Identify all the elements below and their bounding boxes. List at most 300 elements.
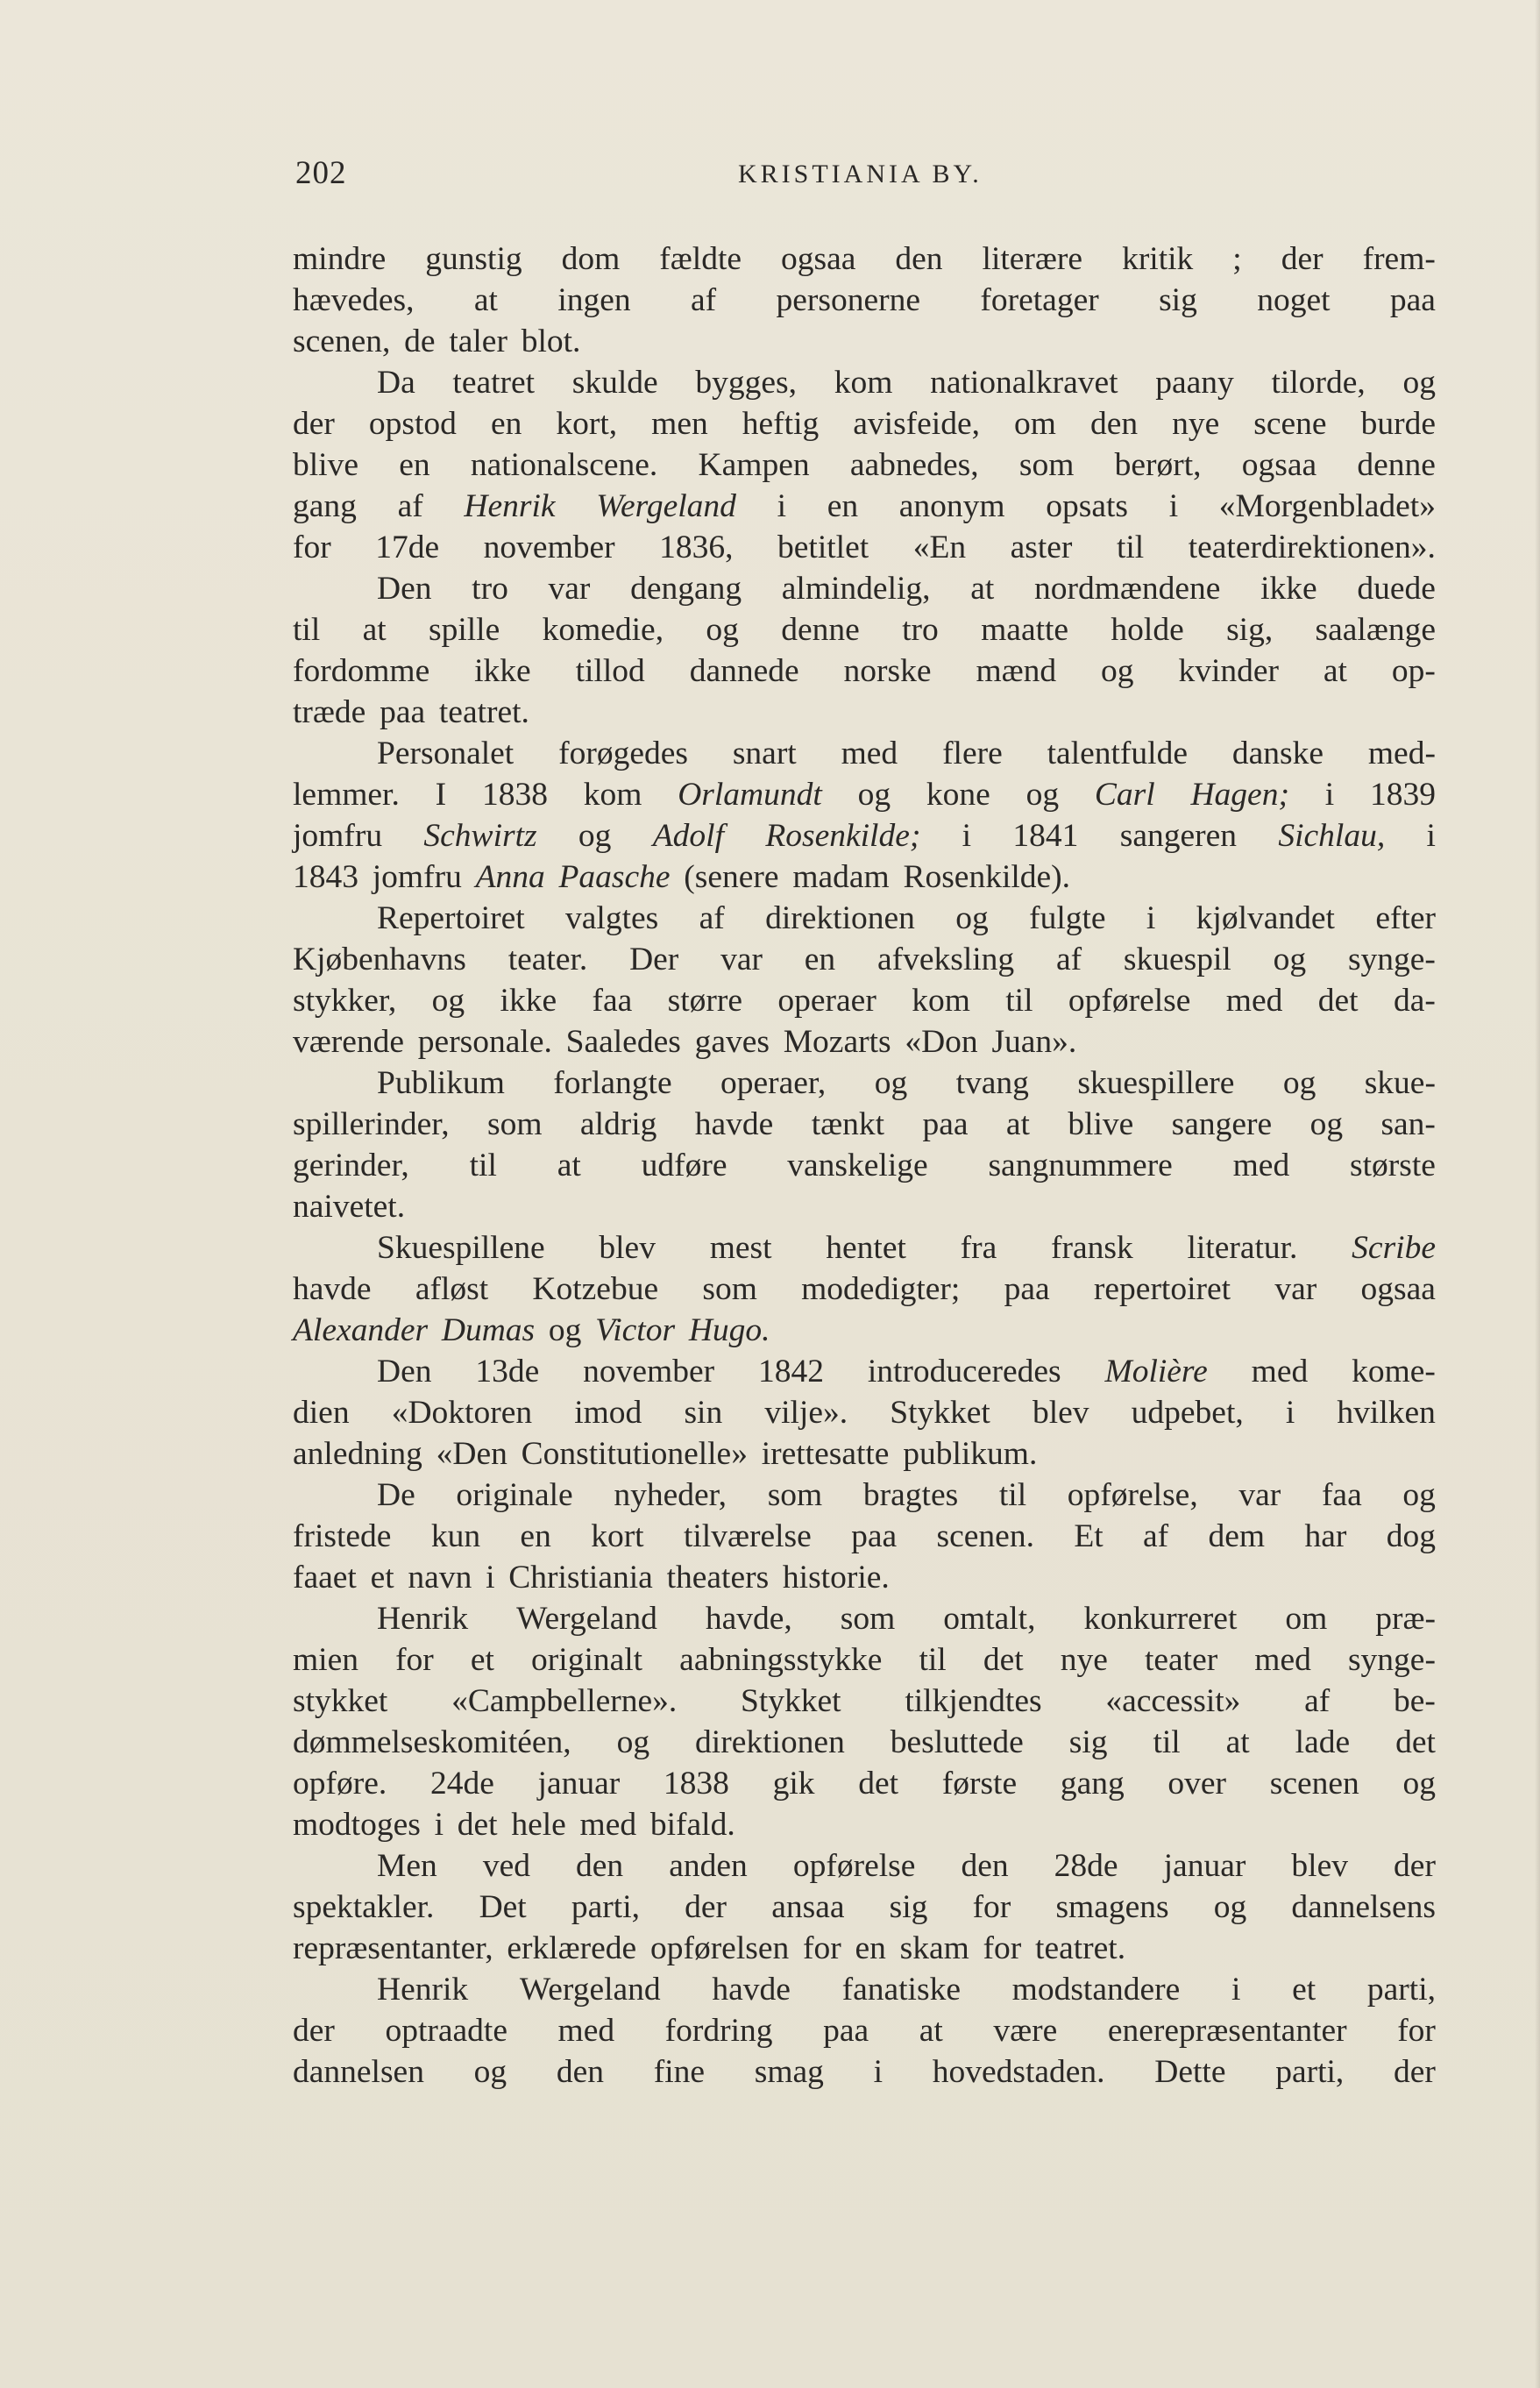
word: blive: [293, 447, 358, 483]
word: det: [1395, 1724, 1436, 1760]
word: 1838: [481, 777, 548, 813]
word: parti,: [571, 1889, 640, 1925]
word: operaer,: [720, 1065, 827, 1101]
word: anonym: [898, 488, 1005, 524]
word: smag: [754, 2054, 824, 2090]
word: af: [1304, 1683, 1331, 1719]
word: dengang: [630, 571, 742, 607]
word: havde: [694, 1106, 774, 1142]
word: til: [1116, 529, 1145, 565]
word: Dumas: [441, 1312, 536, 1348]
text-line: [293, 1063, 1436, 1104]
word: skuespil: [1123, 942, 1231, 977]
word: opførelse: [1068, 983, 1191, 1019]
text-line: [293, 1021, 1436, 1063]
word: nordmændene: [1033, 571, 1221, 607]
word: dog: [1386, 1518, 1436, 1554]
text-line: [293, 280, 1436, 321]
word: Adolf: [652, 818, 724, 854]
word: med-: [1367, 736, 1436, 771]
word: der: [1281, 241, 1324, 277]
word: teatret.: [1035, 1930, 1126, 1966]
word: hævedes,: [293, 282, 415, 318]
word: januar: [1163, 1848, 1246, 1884]
word: sangeren: [1119, 818, 1238, 854]
word: opførelsen: [649, 1930, 790, 1966]
word: paa: [1004, 1271, 1050, 1307]
word: blive: [1068, 1106, 1134, 1142]
word: 28de: [1054, 1848, 1118, 1884]
word: at: [557, 1148, 581, 1183]
text-line: [293, 1351, 1436, 1392]
word: Rosenkilde).: [903, 859, 1071, 895]
word: Saaledes: [565, 1024, 681, 1060]
word: Carl: [1094, 777, 1155, 813]
word: og: [1213, 1889, 1247, 1925]
text-line: [293, 1969, 1436, 2010]
word: i: [1426, 818, 1436, 854]
word: mest: [709, 1230, 772, 1266]
word: den: [576, 1848, 624, 1884]
text-line: [293, 362, 1436, 403]
word: kom: [583, 777, 642, 813]
word: fordomme: [293, 653, 430, 689]
word: nye: [1172, 406, 1220, 442]
word: mænd: [976, 653, 1057, 689]
word: første: [941, 1766, 1018, 1802]
word: fine: [653, 2054, 706, 2090]
word: komedie,: [542, 612, 664, 648]
word: 1843: [293, 859, 358, 895]
word: fældte: [659, 241, 742, 277]
word: de: [404, 323, 436, 359]
word: Da: [377, 365, 415, 401]
text-line: [293, 1392, 1436, 1433]
word: Wergeland: [519, 1972, 661, 2008]
word: i: [873, 2054, 884, 2090]
word: 13de: [475, 1354, 540, 1389]
word: et: [470, 1642, 494, 1678]
word: Personalet: [377, 736, 515, 771]
word: det: [858, 1766, 899, 1802]
word: for: [802, 1930, 841, 1966]
word: noget: [1257, 282, 1331, 318]
word: og: [706, 612, 739, 648]
word: for: [395, 1642, 434, 1678]
word: til: [1005, 983, 1033, 1019]
word: Hagen;: [1190, 777, 1289, 813]
word: at: [1005, 1106, 1030, 1142]
word: havde: [293, 1271, 372, 1307]
word: i: [962, 818, 972, 854]
word: dømmelseskomitéen,: [293, 1724, 571, 1760]
word: der: [1394, 2054, 1436, 2090]
word: tilværelse: [683, 1518, 812, 1554]
text-line: [293, 774, 1436, 815]
word: hele: [511, 1807, 566, 1843]
word: og: [473, 2054, 507, 2090]
word: en: [520, 1518, 551, 1554]
word: parti,: [1275, 2054, 1345, 2090]
word: burde: [1360, 406, 1436, 442]
word: scenen.: [936, 1518, 1034, 1554]
word: kome-: [1352, 1354, 1436, 1389]
word: vilje».: [764, 1395, 848, 1431]
text-line: [293, 1722, 1436, 1763]
word: paa: [380, 694, 426, 730]
word: teaterdirektionen».: [1188, 529, 1436, 565]
word: i: [486, 1560, 495, 1596]
word: almindelig,: [781, 571, 931, 607]
word: og: [1402, 1766, 1436, 1802]
word: (senere: [684, 859, 779, 895]
word: og: [1402, 365, 1436, 401]
word: fanatiske: [841, 1972, 961, 2008]
word: betitlet: [777, 529, 869, 565]
text-line: [293, 1227, 1436, 1269]
word: naivetet.: [293, 1189, 406, 1225]
word: kort: [591, 1518, 644, 1554]
word: og: [955, 900, 989, 936]
word: der: [1394, 1848, 1436, 1884]
word: i: [434, 1807, 444, 1843]
word: at: [970, 571, 995, 607]
word: Kampen: [698, 447, 810, 483]
word: som: [1018, 447, 1075, 483]
text-line: [293, 1516, 1436, 1557]
word: forlangte: [553, 1065, 672, 1101]
word: ikke: [500, 983, 557, 1019]
word: værende: [293, 1024, 405, 1060]
word: til: [469, 1148, 497, 1183]
word: Christiania: [508, 1560, 653, 1596]
word: optraadte: [385, 2013, 507, 2049]
word: introduceredes: [867, 1354, 1061, 1389]
word: til: [998, 1477, 1027, 1513]
word: «Den: [436, 1436, 507, 1472]
text-line: [293, 527, 1436, 568]
word: ogsaa: [1360, 1271, 1436, 1307]
word: dannelsen: [293, 2054, 424, 2090]
word: det: [1317, 983, 1359, 1019]
word: teater.: [507, 942, 588, 977]
word: Alexander: [293, 1312, 429, 1348]
word: af: [397, 488, 423, 524]
text-line: [293, 1845, 1436, 1887]
word: De: [377, 1477, 415, 1513]
word: repertoiret: [1093, 1271, 1231, 1307]
word: Schwirtz: [423, 818, 537, 854]
word: stykket: [293, 1683, 388, 1719]
word: spille: [429, 612, 500, 648]
word: direktionen: [695, 1724, 845, 1760]
word: 1836,: [659, 529, 734, 565]
text-line: [293, 815, 1436, 856]
word: at: [473, 282, 498, 318]
word: en: [804, 942, 836, 977]
word: havde,: [705, 1601, 792, 1637]
word: med: [1251, 1354, 1309, 1389]
word: et: [370, 1560, 394, 1596]
word: over: [1167, 1766, 1227, 1802]
word: spillerinder,: [293, 1106, 450, 1142]
word: Den: [377, 1354, 432, 1389]
word: Scribe: [1352, 1230, 1436, 1266]
word: «Morgenbladet»: [1218, 488, 1436, 524]
word: november: [583, 1354, 715, 1389]
word: teatret.: [438, 694, 529, 730]
word: kritik: [1122, 241, 1194, 277]
text-line: [293, 856, 1436, 898]
word: større: [667, 983, 743, 1019]
word: var: [720, 942, 763, 977]
word: gerinder,: [293, 1148, 409, 1183]
running-title: KRISTIANIA BY.: [738, 160, 983, 188]
word: træde: [293, 694, 366, 730]
word: aster: [1010, 529, 1073, 565]
word: men: [651, 406, 708, 442]
word: synge-: [1347, 942, 1436, 977]
word: kjølvandet: [1196, 900, 1335, 936]
word: kom: [834, 365, 893, 401]
word: kvinder: [1178, 653, 1279, 689]
word: det: [457, 1807, 498, 1843]
word: tro: [902, 612, 939, 648]
word: fra: [960, 1230, 997, 1266]
text-line: [293, 1145, 1436, 1186]
text-line: [293, 1104, 1436, 1145]
word: be-: [1394, 1683, 1436, 1719]
word: gang: [293, 488, 357, 524]
word: skuespillere: [1077, 1065, 1235, 1101]
word: til: [919, 1642, 947, 1678]
word: sangnummere: [988, 1148, 1173, 1183]
word: valgtes: [565, 900, 659, 936]
word: opstod: [368, 406, 457, 442]
word: som: [840, 1601, 896, 1637]
word: hovedstaden.: [932, 2054, 1105, 2090]
word: jomfru: [293, 818, 383, 854]
text-line: [293, 1186, 1436, 1227]
word: Skuespillene: [377, 1230, 545, 1266]
word: at: [1225, 1724, 1250, 1760]
word: smagens: [1055, 1889, 1169, 1925]
text-line: [293, 2051, 1436, 2093]
word: ved: [482, 1848, 530, 1884]
word: tænkt: [811, 1106, 885, 1142]
word: I: [435, 777, 447, 813]
word: enerepræsentanter: [1107, 2013, 1347, 2049]
text-line: [293, 1887, 1436, 1928]
word: som: [487, 1106, 543, 1142]
word: 1842: [757, 1354, 824, 1389]
word: modedigter;: [801, 1271, 961, 1307]
word: med: [579, 1807, 637, 1843]
word: modtoges: [293, 1807, 421, 1843]
word: i: [1231, 1972, 1241, 2008]
word: nyheder,: [614, 1477, 727, 1513]
word: hvilken: [1337, 1395, 1436, 1431]
text-line: [293, 1639, 1436, 1681]
word: og: [1309, 1106, 1344, 1142]
word: og: [1273, 942, 1307, 977]
word: avisfeide,: [853, 406, 980, 442]
text-line: [293, 939, 1436, 980]
word: kone: [926, 777, 990, 813]
word: Henrik: [377, 1601, 469, 1637]
word: og: [578, 818, 612, 854]
word: theaters: [666, 1560, 770, 1596]
text-line: [293, 609, 1436, 650]
word: Men: [377, 1848, 437, 1884]
word: lade: [1295, 1724, 1351, 1760]
word: har: [1304, 1518, 1347, 1554]
word: 1839: [1369, 777, 1436, 813]
word: paa: [922, 1106, 969, 1142]
word: historie.: [782, 1560, 890, 1596]
word: Et: [1074, 1518, 1104, 1554]
word: i: [1146, 900, 1156, 936]
word: blot.: [521, 323, 581, 359]
word: fordring: [664, 2013, 773, 2049]
word: saalænge: [1315, 612, 1436, 648]
word: foretager: [980, 282, 1099, 318]
word: madam: [792, 859, 890, 895]
word: i: [1285, 1395, 1295, 1431]
page-number: 202: [295, 155, 347, 191]
word: paa: [851, 1518, 898, 1554]
word: der: [293, 2013, 335, 2049]
word: og: [1402, 1477, 1436, 1513]
word: i: [1168, 488, 1179, 524]
word: sig,: [1226, 612, 1274, 648]
text-line: [293, 650, 1436, 692]
word: aabnedes,: [849, 447, 979, 483]
text-line: [293, 444, 1436, 486]
word: og: [431, 983, 465, 1019]
word: med: [1225, 983, 1283, 1019]
word: sig: [1068, 1724, 1108, 1760]
word: til: [1153, 1724, 1181, 1760]
word: tvang: [955, 1065, 1029, 1101]
word: operaer: [777, 983, 876, 1019]
word: opføre.: [293, 1766, 387, 1802]
word: Der: [629, 942, 679, 977]
word: Stykket: [890, 1395, 990, 1431]
word: fristede: [293, 1518, 392, 1554]
word: var: [548, 571, 591, 607]
word: Stykket: [741, 1683, 841, 1719]
word: ogsaa: [1241, 447, 1317, 483]
word: nationalkravet: [930, 365, 1118, 401]
word: ikke: [474, 653, 531, 689]
word: bygges,: [695, 365, 798, 401]
text-line: [293, 486, 1436, 527]
word: nye: [1060, 1642, 1108, 1678]
word: afveksling: [876, 942, 1015, 977]
word: der: [685, 1889, 727, 1925]
word: kort,: [556, 406, 618, 442]
word: stykker,: [293, 983, 397, 1019]
word: og: [874, 1065, 908, 1101]
word: «Doktoren: [391, 1395, 533, 1431]
word: dem: [1208, 1518, 1266, 1554]
word: Kotzebue: [532, 1271, 659, 1307]
word: Wergeland: [596, 488, 736, 524]
text-line: [293, 1433, 1436, 1475]
word: frem-: [1362, 241, 1436, 277]
word: paa: [823, 2013, 869, 2049]
text-line: [293, 733, 1436, 774]
word: nationalscene.: [470, 447, 658, 483]
word: sig: [1159, 282, 1197, 318]
text-line: [293, 238, 1436, 280]
word: det: [983, 1642, 1024, 1678]
word: for: [1397, 2013, 1436, 2049]
word: kun: [430, 1518, 481, 1554]
word: tilorde,: [1271, 365, 1366, 401]
word: afløst: [415, 1271, 489, 1307]
word: omtalt,: [943, 1601, 1036, 1637]
word: modstandere: [1011, 1972, 1181, 2008]
word: januar: [537, 1766, 621, 1802]
text-line: [293, 1269, 1436, 1310]
word: og: [1101, 653, 1134, 689]
word: san-: [1380, 1106, 1436, 1142]
word: snart: [732, 736, 797, 771]
word: faa: [1321, 1477, 1362, 1513]
word: Paasche: [558, 859, 671, 895]
word: være: [993, 2013, 1058, 2049]
text-line: [293, 403, 1436, 444]
word: af: [699, 900, 725, 936]
word: repræsentanter,: [293, 1930, 493, 1966]
word: Rosenkilde;: [765, 818, 921, 854]
word: udpebet,: [1131, 1395, 1244, 1431]
word: Publikum: [377, 1065, 505, 1101]
word: tillod: [575, 653, 645, 689]
word: var: [1274, 1271, 1317, 1307]
word: konkurreret: [1083, 1601, 1238, 1637]
word: norske: [843, 653, 932, 689]
word: den: [1089, 406, 1139, 442]
word: ikke: [1260, 571, 1317, 607]
word: opførelse: [792, 1848, 916, 1884]
word: skam: [899, 1930, 969, 1966]
word: en: [855, 1930, 886, 1966]
word: for: [293, 529, 331, 565]
word: om: [1285, 1601, 1328, 1637]
running-head: [295, 154, 1435, 198]
word: havde: [712, 1972, 791, 2008]
word: heftig: [742, 406, 820, 442]
word: at: [362, 612, 387, 648]
word: med: [841, 736, 898, 771]
word: «Don: [905, 1024, 978, 1060]
word: ingen: [557, 282, 631, 318]
word: bragtes: [862, 1477, 959, 1513]
word: som: [702, 1271, 757, 1307]
word: anledning: [293, 1436, 422, 1472]
word: dannede: [689, 653, 799, 689]
word: af: [691, 282, 717, 318]
word: Henrik: [464, 488, 556, 524]
word: blev: [599, 1230, 656, 1266]
word: sin: [684, 1395, 723, 1431]
word: Henrik: [377, 1972, 469, 2008]
word: faaet: [293, 1560, 357, 1596]
text-line: [293, 321, 1436, 362]
